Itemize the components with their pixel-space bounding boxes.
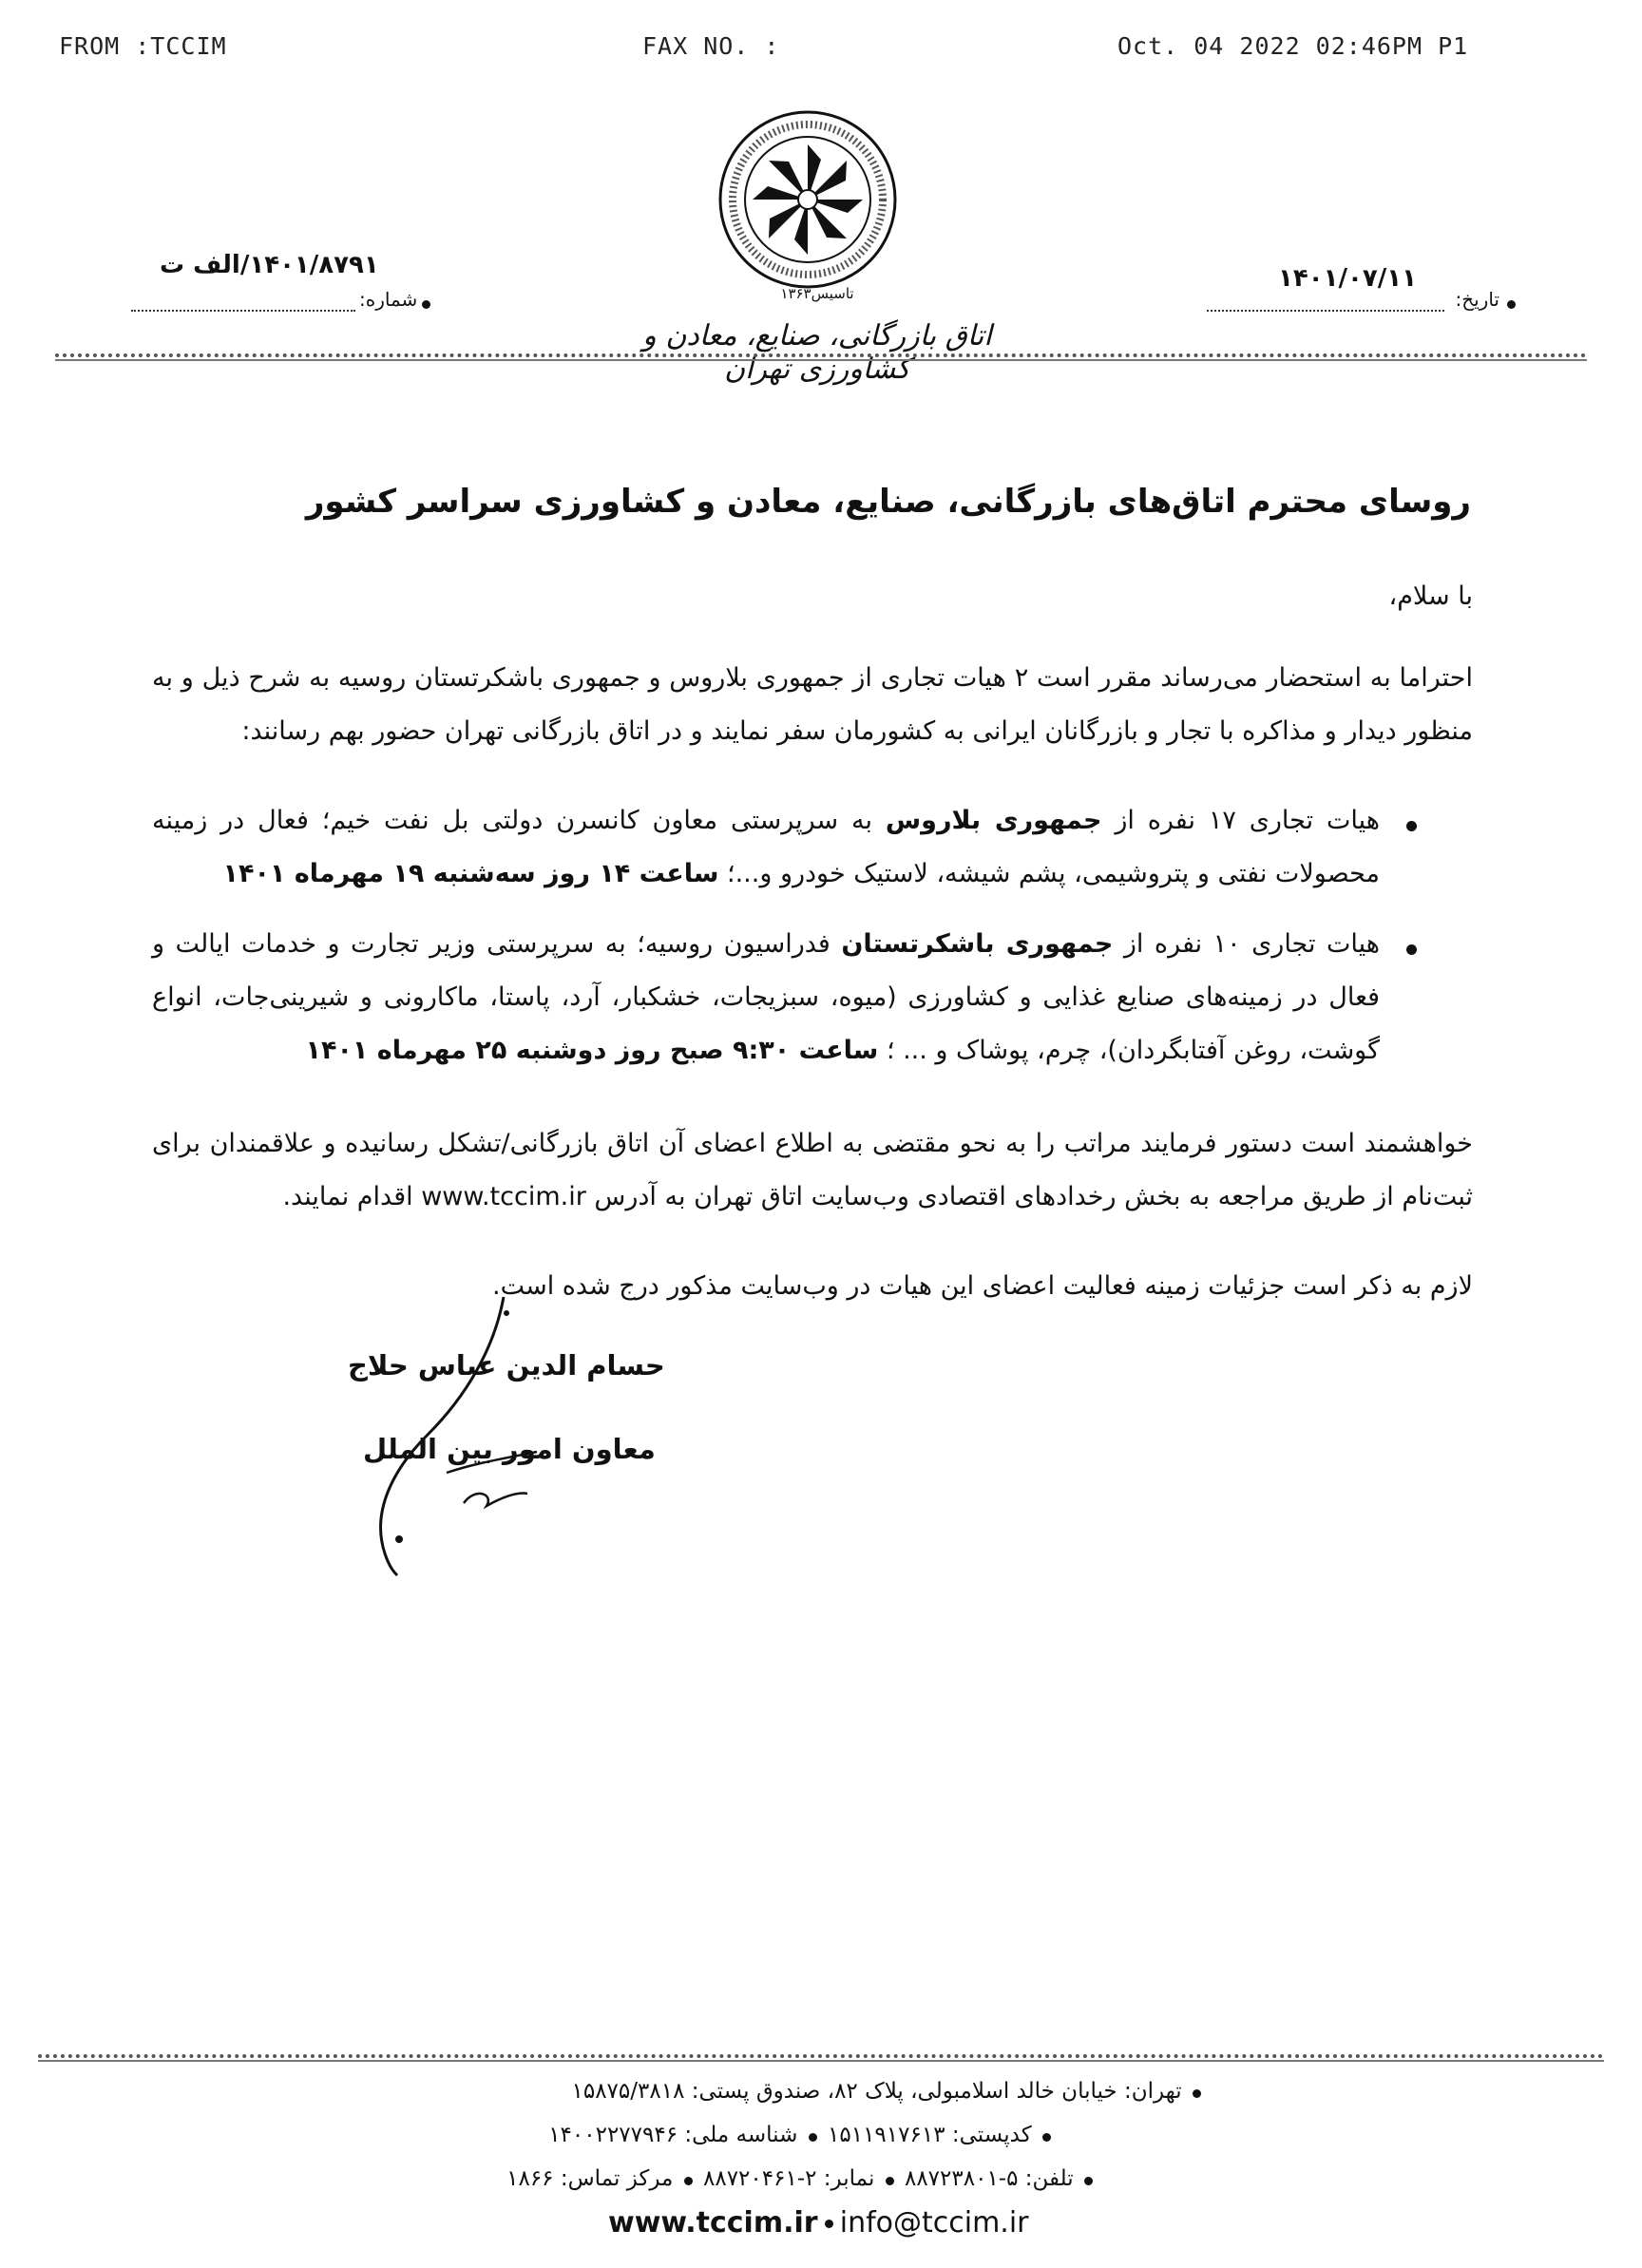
footer-fax: نمابر: ۲-۸۸۷۲۰۴۶۱ xyxy=(702,2166,875,2191)
footer-web-line xyxy=(608,2206,1029,2239)
footer-website[interactable]: www.tccim.ir xyxy=(608,2206,818,2239)
footer-call-center: مرکز تماس: ۱۸۶۶ xyxy=(506,2166,674,2191)
footer-divider-rule xyxy=(38,2060,1604,2062)
bullet-2-lead: هیات تجاری ۱۰ نفره از xyxy=(1123,929,1381,959)
footer-bullet xyxy=(825,2220,833,2228)
footer-postal-code: کدپستی: ۱۵۱۱۹۱۷۶۱۳ xyxy=(828,2123,1032,2147)
number-label: شماره: xyxy=(359,288,418,311)
founded-year: تاسیس۱۳۶۳ xyxy=(780,285,854,302)
date-dotted-line xyxy=(1207,310,1444,312)
note-paragraph: لازم به ذکر است جزئیات زمینه فعالیت اعضای این هیات در وب‌سایت مذکور درج شده است. xyxy=(491,1271,1473,1301)
chamber-logo xyxy=(715,106,901,293)
footer-bullet xyxy=(1084,2177,1093,2185)
signer-name: حسام الدین عباس حلاج xyxy=(348,1349,665,1382)
bullet-1-text xyxy=(152,794,1380,901)
date-label: تاریخ: xyxy=(1455,288,1499,311)
bullet-1-lead: هیات تجاری ۱۷ نفره از xyxy=(1115,806,1380,835)
bullet-1-country: جمهوری بلاروس xyxy=(885,806,1102,835)
greeting: با سلام، xyxy=(1388,581,1473,611)
footer-address: تهران: خیابان خالد اسلامبولی، پلاک ۸۲، صندوق پستی: ۱۵۸۷۵/۳۸۱۸ xyxy=(571,2079,1182,2104)
bullet-1-details: به سرپرستی معاون کانسرن دولتی بل نفت خیم؛ فعال در زمینه محصولات نفتی و پتروشیمی، پشم شیشه، لاستیک خودرو و...؛ xyxy=(152,806,1380,888)
signer-title: معاون امور بین الملل xyxy=(363,1433,656,1465)
footer-address-line xyxy=(572,2079,1202,2104)
bullet-1-schedule: ساعت ۱۴ روز سه‌شنبه ۱۹ مهرماه ۱۴۰۱ xyxy=(222,859,719,888)
bullet-1-dot xyxy=(1406,821,1417,831)
fax-number: FAX NO. : xyxy=(642,32,780,60)
footer-phone: تلفن: ۵-۸۸۷۲۳۸۰۱ xyxy=(904,2166,1074,2191)
header-divider-rule xyxy=(55,359,1587,361)
date-value: ۱۴۰۱/۰۷/۱۱ xyxy=(1278,264,1417,293)
fax-datetime-page: Oct. 04 2022 02:46PM P1 xyxy=(1117,32,1469,60)
footer-contact-line xyxy=(506,2166,1093,2191)
fax-from: FROM :TCCIM xyxy=(59,32,227,60)
footer-national-id: شناسه ملی: ۱۴۰۰۲۲۷۷۹۴۶ xyxy=(548,2123,798,2147)
bullet-2-details: فدراسیون روسیه؛ به سرپرستی وزیر تجارت و خدمات ایالت و فعال در زمینه‌های صنایع غذایی و کشاورزی (میوه، سبزیجات، خشکبار، آرد، پاستا، ماکارونی و شیرینی‌جات، انواع گوشت، روغن آفتابگردان)، چرم، پوشاک و ... ؛ xyxy=(152,929,1380,1065)
number-dotted-line xyxy=(131,310,355,312)
footer-bullet xyxy=(809,2133,817,2142)
recipients-heading: روسای محترم اتاق‌های بازرگانی، صنایع، معادن و کشاورزی سراسر کشور xyxy=(305,483,1471,521)
bullet-2-schedule: ساعت ۹:۳۰ صبح روز دوشنبه ۲۵ مهرماه ۱۴۰۱ xyxy=(305,1036,879,1065)
bullet-2-dot xyxy=(1406,944,1417,955)
chamber-name: اتاق بازرگانی، صنایع، معادن و کشاورزی تهران xyxy=(642,319,992,386)
footer-ids-line xyxy=(548,2123,1051,2147)
footer-bullet xyxy=(1193,2089,1201,2098)
footer-bullet xyxy=(1042,2133,1051,2142)
date-bullet xyxy=(1507,300,1516,309)
request-paragraph: خواهشمند است دستور فرمایند مراتب را به نحو مقتضی به اطلاع اعضای آن اتاق بازرگانی/تشکل رسانیده و علاقمندان برای ثبت‌نام از طریق مراجعه به بخش رخدادهای اقتصادی وب‌سایت اتاق تهران به آدرس www.tccim.ir اقدام نمایند. xyxy=(152,1129,1473,1211)
bullet-2-text xyxy=(152,918,1380,1077)
header-divider xyxy=(55,353,1587,357)
intro-paragraph: احتراما به استحضار می‌رساند مقرر است ۲ هیات تجاری از جمهوری بلاروس و جمهوری باشکرتستان روسیه به شرح ذیل و به منظور دیدار و مذاکره با تجار و بازرگانان ایرانی به کشورمان سفر نمایند و در اتاق بازرگانی تهران حضور بهم رسانند: xyxy=(152,663,1473,746)
number-value: ۱۴۰۱/۸۷۹۱/الف ت xyxy=(160,251,379,279)
handwritten-signature xyxy=(352,1292,580,1577)
footer-divider xyxy=(38,2054,1604,2058)
footer-bullet xyxy=(886,2177,894,2185)
footer-bullet xyxy=(684,2177,693,2185)
footer-email[interactable]: info@tccim.ir xyxy=(839,2206,1029,2239)
bullet-2-country: جمهوری باشکرتستان xyxy=(841,929,1114,959)
number-bullet xyxy=(422,300,430,309)
